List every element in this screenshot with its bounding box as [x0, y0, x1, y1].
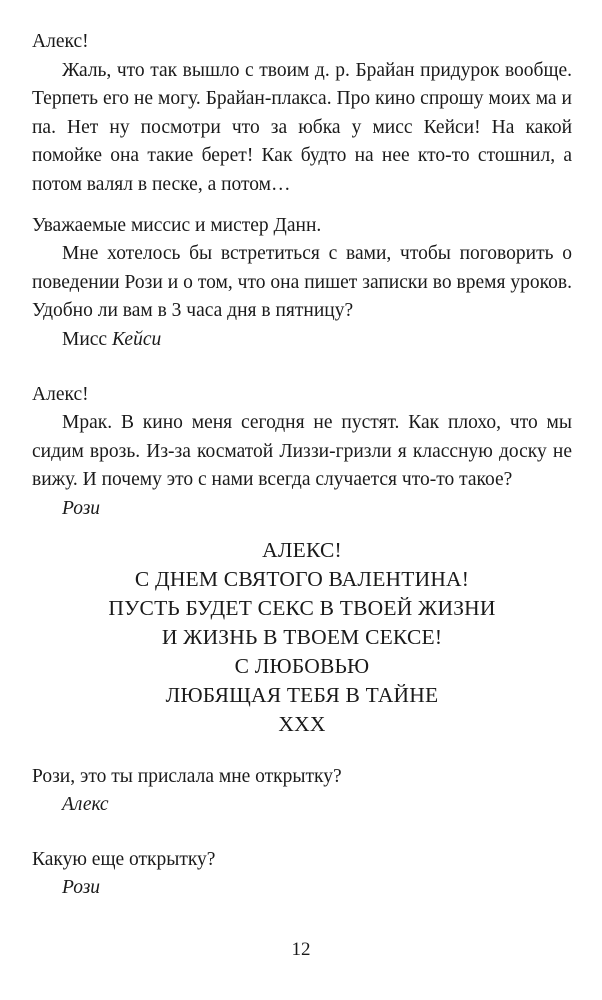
- note-salutation: Уважаемые миссис и мистер Данн.: [32, 214, 322, 236]
- card-line: И ЖИЗНЬ В ТВОЕМ СЕКСЕ!: [161, 624, 443, 649]
- signature-title: Мисс: [62, 328, 108, 350]
- valentine-card: [32, 536, 572, 739]
- note-salutation: Алекс!: [32, 383, 89, 405]
- card-line: АЛЕКС!: [262, 537, 342, 562]
- card-line: XXX: [278, 711, 326, 736]
- note-rosie-1: [32, 381, 572, 524]
- note-body: Мрак. В кино меня сегодня не пустят. Как плохо, что мы сидим врозь. Из-за косматой Лиззи-гризли я классную доску не вижу. И почему это с нами всегда случается что-то такое?: [32, 412, 572, 491]
- note-alex-2: [32, 763, 572, 820]
- note-body: Какую еще открытку?: [32, 848, 216, 870]
- card-line: С ДНЕМ СВЯТОГО ВАЛЕНТИНА!: [134, 566, 470, 591]
- note-rosie-2: [32, 846, 572, 903]
- note-body: Рози, это ты прислала мне открытку?: [32, 765, 342, 787]
- note-alex-1: [32, 28, 572, 200]
- note-salutation: Алекс!: [32, 31, 89, 52]
- page-text: [32, 28, 572, 903]
- card-line: С ЛЮБОВЬЮ: [234, 653, 370, 678]
- note-body: Жаль, что так вышло с твоим д. р. Брайан придурок вообще. Терпеть его не могу. Брайан-плакса. Про кино спрошу моих ма и па. Нет ну посмотри что за юбка у мисс Кейси! На какой помойке она такие берет! Как будто на нее кто-то стошнил, а потом валял в песке, а потом…: [32, 59, 572, 195]
- page-number: 12: [291, 939, 311, 960]
- note-signature: Алекс: [62, 794, 109, 816]
- card-line: ПУСТЬ БУДЕТ СЕКС В ТВОЕЙ ЖИЗНИ: [108, 595, 496, 620]
- card-line: ЛЮБЯЩАЯ ТЕБЯ В ТАЙНЕ: [165, 682, 439, 707]
- note-signature: [32, 326, 572, 355]
- note-signature: Рози: [62, 877, 101, 899]
- note-teacher-letter: [32, 212, 572, 355]
- note-body: Мне хотелось бы встретиться с вами, чтобы поговорить о поведении Рози и о том, что она пишет записки во время уроков. Удобно ли вам в 3 часа дня в пятницу?: [32, 243, 572, 322]
- signature-name: Кейси: [111, 328, 162, 350]
- note-signature: Рози: [62, 497, 101, 519]
